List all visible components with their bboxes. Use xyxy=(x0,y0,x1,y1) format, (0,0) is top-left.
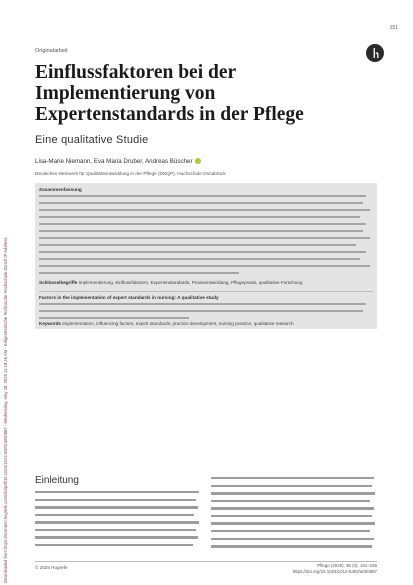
publisher-logo-icon xyxy=(366,44,384,62)
article-type: Originalarbeit xyxy=(35,48,68,54)
section-heading: Einleitung xyxy=(35,475,79,486)
article-title: Einflussfaktoren bei der Implementierung von Expertenstandards in der Pflege xyxy=(35,62,304,125)
author-names: Lisa-Marie Niemann, Eva Maria Druber, Andreas Büscher xyxy=(35,158,193,165)
footer-copyright: © 2025 Hogrefe xyxy=(35,565,68,570)
abstract-de-keywords xyxy=(39,280,303,285)
abstract-divider xyxy=(39,291,373,292)
footer-journal: Pflege (2025), 38 (3), 151–158 xyxy=(317,563,377,568)
author-list xyxy=(35,158,201,165)
abstract-en-title: Factors in the implementation of expert standards in nursing: A qualitative study xyxy=(39,295,219,300)
orcid-icon[interactable] xyxy=(195,158,201,164)
download-sidebar-text: Downloaded from https://econtent.hogrefe.com/doi/pdf/10.1024/1012-5302/a000887 - Wednesday, May 28, 2025 11:18:46 AM - Eidgenössische Technische Hochschule Zürich IP Address xyxy=(3,237,8,583)
footer-divider xyxy=(35,561,377,562)
keywords-label-de: Schlüsselbegriffe xyxy=(39,280,78,285)
affiliation: Deutsches Netzwerk für Qualitätsentwicklung in der Pflege (DNQP), Hochschule Osnabrück xyxy=(35,171,226,176)
page-number: 151 xyxy=(389,25,398,31)
abstract-de-heading: Zusammenfassung xyxy=(39,187,82,192)
keywords-label-en: Keywords xyxy=(39,321,61,326)
footer-citation xyxy=(293,563,377,575)
keywords-de: Implementierung, Einflussfaktoren, Expertenstandards, Praxisentwicklung, Pflegepraxis, qualitative Forschung xyxy=(78,280,303,285)
body-column-right xyxy=(211,477,377,553)
body-column-left xyxy=(35,491,201,552)
footer-doi-link[interactable]: https://doi.org/10.1024/1012-5302/a000887 xyxy=(292,569,377,574)
article-subtitle: Eine qualitative Studie xyxy=(35,134,149,146)
keywords-en: Implementation, influencing factors, expert standards, practice development, nursing practice, qualitative research xyxy=(62,321,294,326)
abstract-de-body xyxy=(39,195,373,279)
abstract-en-keywords xyxy=(39,321,294,326)
